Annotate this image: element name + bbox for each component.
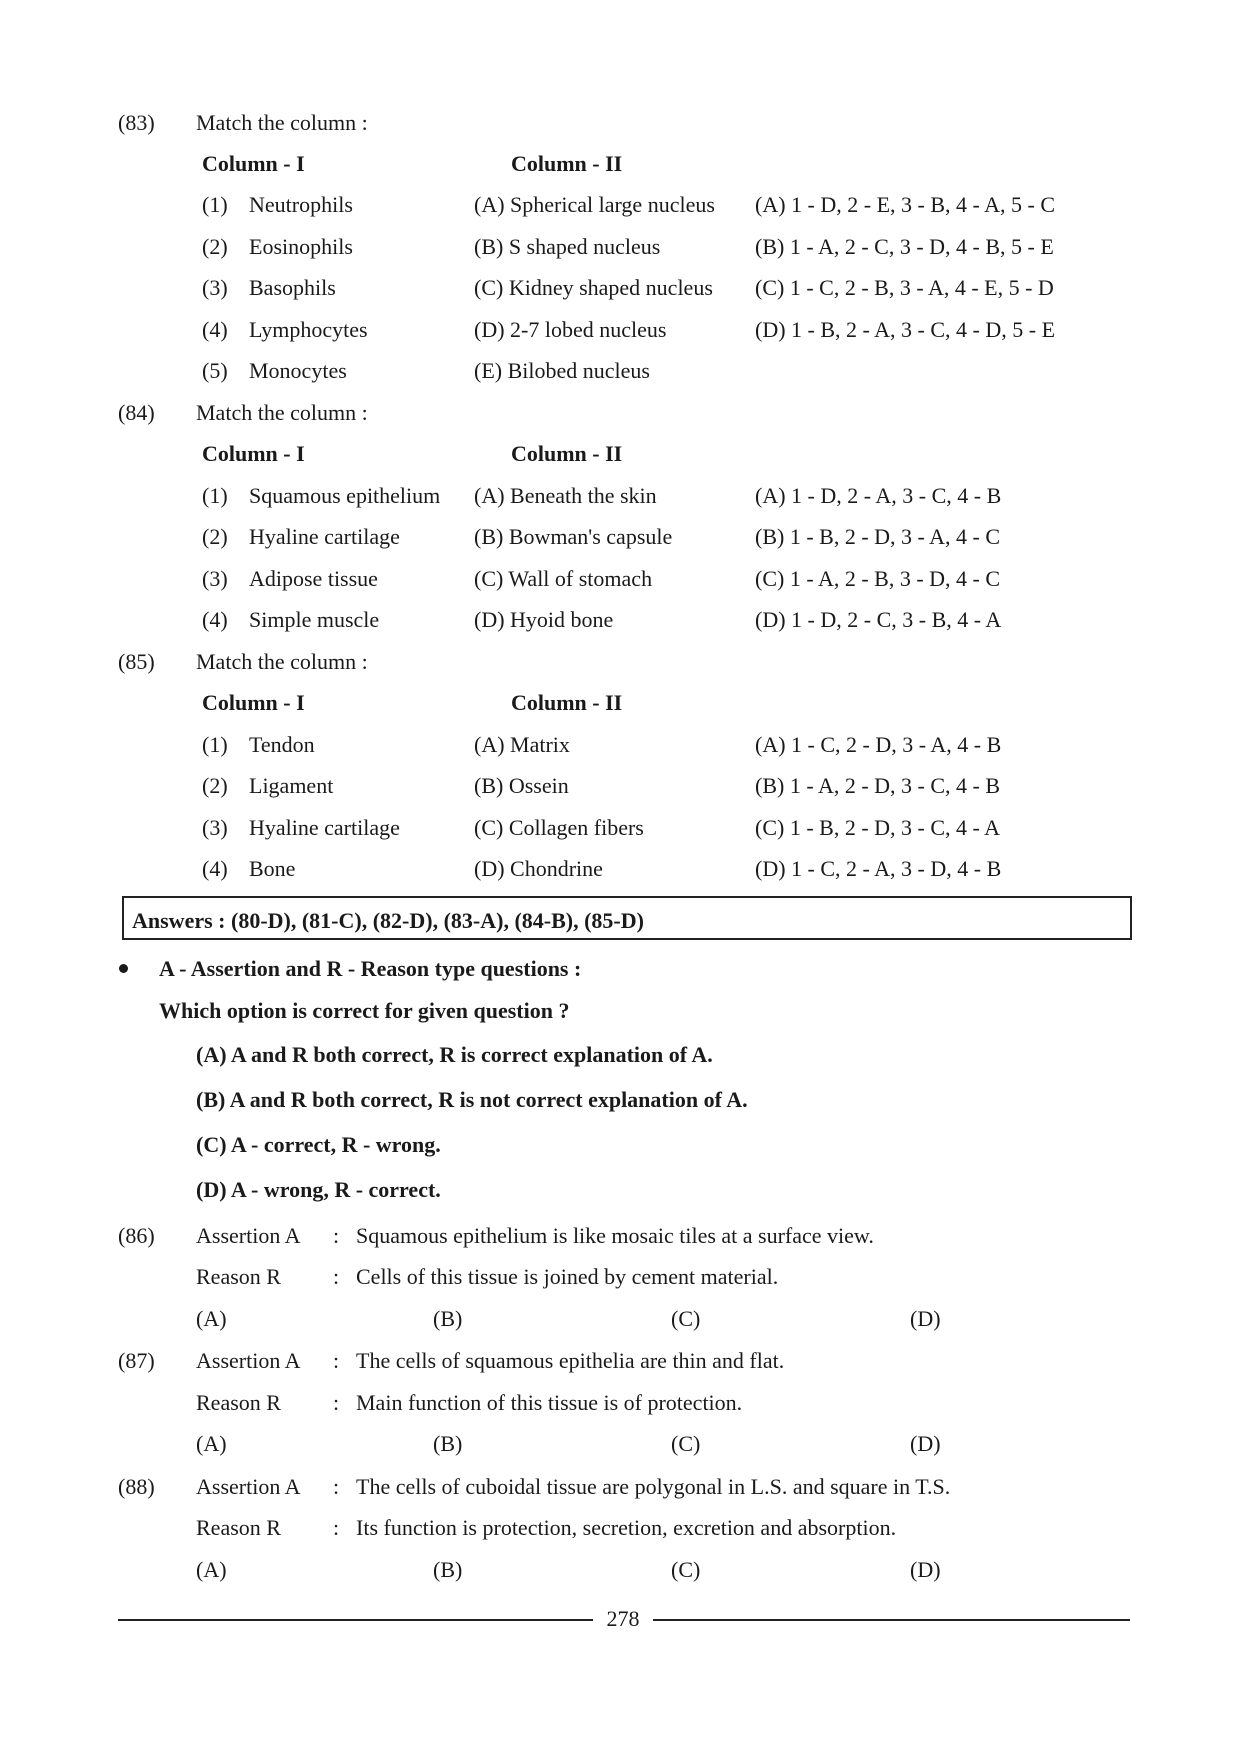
row-number: (1): [202, 732, 228, 757]
row-number: (5): [202, 358, 228, 383]
column-2-item: (E) Bilobed nucleus: [474, 358, 650, 383]
answer-option: (C) 1 - A, 2 - B, 3 - D, 4 - C: [755, 566, 1001, 591]
assertion-label: Assertion A: [196, 1474, 301, 1499]
row-number: (3): [202, 566, 228, 591]
row-number: (3): [202, 275, 228, 300]
column-2-item: (D) Hyoid bone: [474, 607, 614, 632]
assertion-text: The cells of squamous epithelia are thin and flat.: [356, 1348, 785, 1373]
answer-option: (A) 1 - C, 2 - D, 3 - A, 4 - B: [755, 732, 1002, 757]
reason-text: Main function of this tissue is of protection.: [356, 1390, 743, 1415]
choice-c[interactable]: (C): [671, 1306, 701, 1331]
column-2-item: (C) Kidney shaped nucleus: [474, 275, 713, 300]
column-2-header: Column - II: [511, 690, 623, 715]
column-2-item: (D) 2-7 lobed nucleus: [474, 317, 667, 342]
row-number: (4): [202, 317, 228, 342]
answer-option: (D) 1 - C, 2 - A, 3 - D, 4 - B: [755, 856, 1002, 881]
answer-option: (A) 1 - D, 2 - E, 3 - B, 4 - A, 5 - C: [755, 192, 1056, 217]
assertion-text: The cells of cuboidal tissue are polygonal in L.S. and square in T.S.: [356, 1474, 951, 1499]
choice-a[interactable]: (A): [196, 1306, 227, 1331]
question-number: (86): [118, 1223, 155, 1248]
choice-c[interactable]: (C): [671, 1557, 701, 1582]
choice-d[interactable]: (D): [910, 1431, 941, 1456]
question-number: (83): [118, 110, 155, 135]
instruction-option-b: (B) A and R both correct, R is not correct explanation of A.: [196, 1087, 748, 1112]
section-subheading: Which option is correct for given question ?: [159, 998, 570, 1023]
assertion-text: Squamous epithelium is like mosaic tiles at a surface view.: [356, 1223, 874, 1248]
row-number: (4): [202, 856, 228, 881]
row-number: (2): [202, 524, 228, 549]
answer-option: (A) 1 - D, 2 - A, 3 - C, 4 - B: [755, 483, 1002, 508]
reason-label: Reason R: [196, 1390, 281, 1415]
instruction-option-c: (C) A - correct, R - wrong.: [196, 1132, 441, 1157]
column-1-item: Hyaline cartilage: [249, 524, 400, 549]
column-1-item: Lymphocytes: [249, 317, 368, 342]
colon: :: [333, 1474, 340, 1499]
choice-c[interactable]: (C): [671, 1431, 701, 1456]
column-2-item: (B) Ossein: [474, 773, 569, 798]
question-number: (88): [118, 1474, 155, 1499]
column-1-item: Basophils: [249, 275, 336, 300]
answer-option: (C) 1 - C, 2 - B, 3 - A, 4 - E, 5 - D: [755, 275, 1054, 300]
column-2-item: (A) Spherical large nucleus: [474, 192, 715, 217]
choice-a[interactable]: (A): [196, 1557, 227, 1582]
row-number: (1): [202, 483, 228, 508]
instruction-option-a: (A) A and R both correct, R is correct explanation of A.: [196, 1042, 713, 1067]
column-1-item: Squamous epithelium: [249, 483, 441, 508]
reason-text: Its function is protection, secretion, excretion and absorption.: [356, 1515, 897, 1540]
question-number: (87): [118, 1348, 155, 1373]
column-1-item: Eosinophils: [249, 234, 353, 259]
column-1-item: Hyaline cartilage: [249, 815, 400, 840]
choice-b[interactable]: (B): [433, 1431, 463, 1456]
answer-option: (B) 1 - B, 2 - D, 3 - A, 4 - C: [755, 524, 1001, 549]
footer-divider-right: [653, 1619, 1130, 1621]
column-1-header: Column - I: [202, 441, 305, 466]
column-2-header: Column - II: [511, 441, 623, 466]
question-title: Match the column :: [196, 110, 368, 135]
column-2-item: (A) Matrix: [474, 732, 570, 757]
reason-text: Cells of this tissue is joined by cement material.: [356, 1264, 779, 1289]
column-2-item: (C) Collagen fibers: [474, 815, 644, 840]
choice-b[interactable]: (B): [433, 1557, 463, 1582]
answers-text: Answers : (80-D), (81-C), (82-D), (83-A), (84-B), (85-D): [132, 908, 644, 933]
page-number: 278: [606, 1606, 640, 1631]
column-1-item: Tendon: [249, 732, 315, 757]
column-1-item: Bone: [249, 856, 296, 881]
colon: :: [333, 1264, 340, 1289]
column-2-item: (A) Beneath the skin: [474, 483, 657, 508]
colon: :: [333, 1348, 340, 1373]
answer-option: (B) 1 - A, 2 - C, 3 - D, 4 - B, 5 - E: [755, 234, 1054, 259]
row-number: (2): [202, 234, 228, 259]
column-1-header: Column - I: [202, 690, 305, 715]
choice-d[interactable]: (D): [910, 1557, 941, 1582]
column-1-item: Simple muscle: [249, 607, 380, 632]
section-heading: A - Assertion and R - Reason type questions :: [159, 956, 582, 981]
colon: :: [333, 1515, 340, 1540]
column-2-item: (B) Bowman's capsule: [474, 524, 673, 549]
question-title: Match the column :: [196, 400, 368, 425]
question-number: (84): [118, 400, 155, 425]
column-2-item: (D) Chondrine: [474, 856, 603, 881]
choice-b[interactable]: (B): [433, 1306, 463, 1331]
answer-option: (C) 1 - B, 2 - D, 3 - C, 4 - A: [755, 815, 1001, 840]
assertion-label: Assertion A: [196, 1348, 301, 1373]
row-number: (2): [202, 773, 228, 798]
footer-divider-left: [118, 1619, 593, 1621]
answer-option: (D) 1 - D, 2 - C, 3 - B, 4 - A: [755, 607, 1002, 632]
reason-label: Reason R: [196, 1264, 281, 1289]
choice-a[interactable]: (A): [196, 1431, 227, 1456]
assertion-label: Assertion A: [196, 1223, 301, 1248]
column-2-item: (B) S shaped nucleus: [474, 234, 661, 259]
row-number: (3): [202, 815, 228, 840]
answer-option: (B) 1 - A, 2 - D, 3 - C, 4 - B: [755, 773, 1001, 798]
choice-d[interactable]: (D): [910, 1306, 941, 1331]
row-number: (1): [202, 192, 228, 217]
colon: :: [333, 1223, 340, 1248]
column-2-header: Column - II: [511, 151, 623, 176]
column-1-item: Ligament: [249, 773, 334, 798]
colon: :: [333, 1390, 340, 1415]
question-number: (85): [118, 649, 155, 674]
answer-option: (D) 1 - B, 2 - A, 3 - C, 4 - D, 5 - E: [755, 317, 1056, 342]
column-1-item: Adipose tissue: [249, 566, 378, 591]
column-2-item: (C) Wall of stomach: [474, 566, 653, 591]
answers-box: [122, 896, 1132, 940]
row-number: (4): [202, 607, 228, 632]
bullet-icon: [119, 964, 128, 973]
column-1-item: Neutrophils: [249, 192, 353, 217]
column-1-header: Column - I: [202, 151, 305, 176]
reason-label: Reason R: [196, 1515, 281, 1540]
column-1-item: Monocytes: [249, 358, 347, 383]
instruction-option-d: (D) A - wrong, R - correct.: [196, 1177, 441, 1202]
question-title: Match the column :: [196, 649, 368, 674]
